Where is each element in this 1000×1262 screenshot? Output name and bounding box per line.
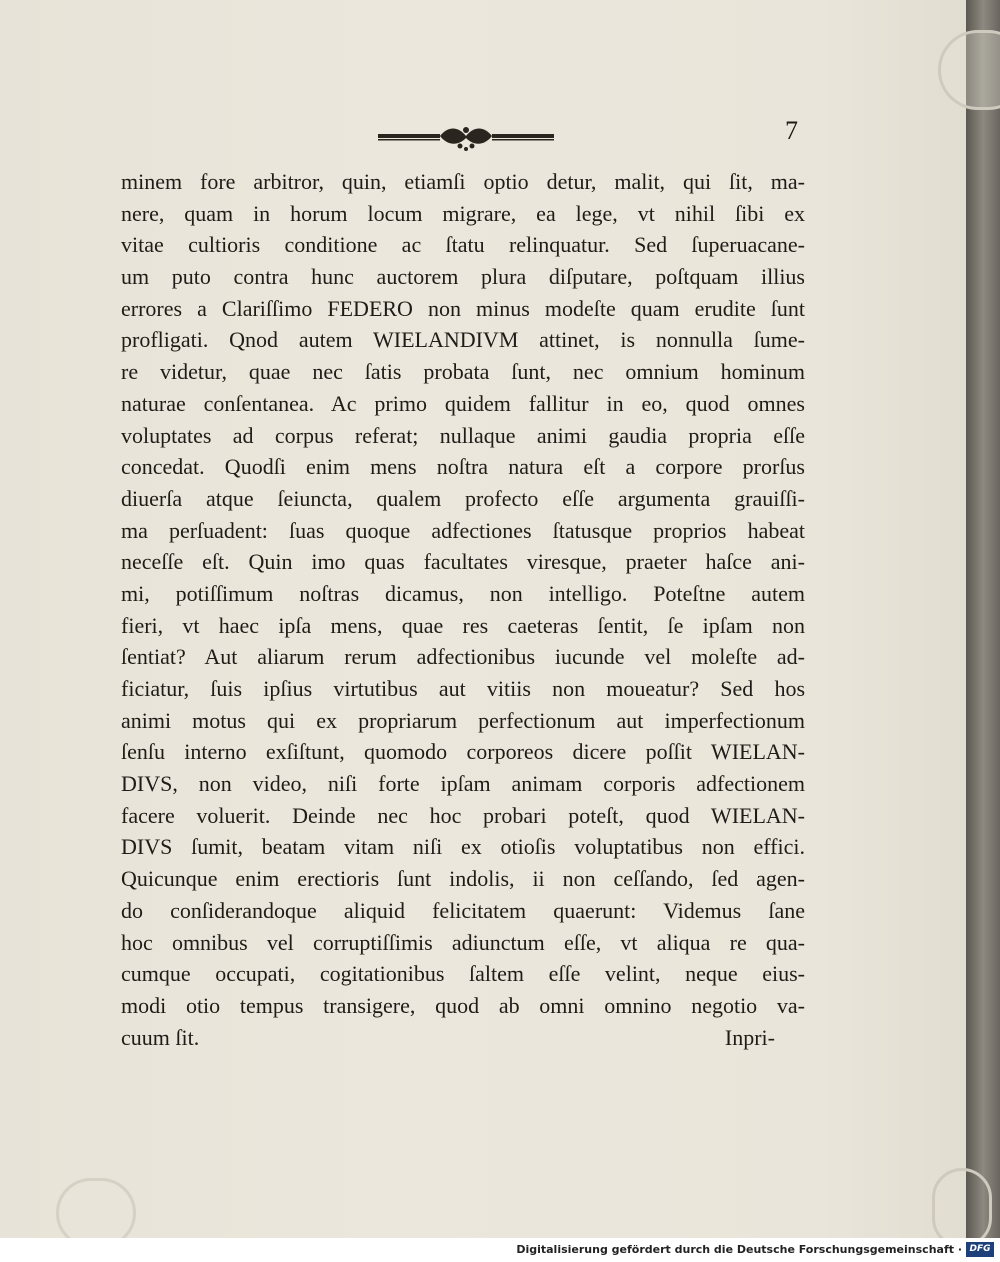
text-line-content: voluptates ad corpus referat; nullaque animi gaudia propria eſſe (121, 422, 805, 448)
text-line (121, 831, 805, 863)
text-line-content: ficiatur, ſuis ipſius virtutibus aut vitiis non moueatur? Sed hos (121, 676, 805, 701)
text-line (121, 261, 805, 293)
text-line (121, 990, 805, 1022)
text-line-content: do conſiderandoque aliquid felicitatem quaerunt: Videmus ſane (121, 897, 805, 923)
text-line (121, 420, 805, 452)
text-line (121, 324, 805, 356)
text-line (121, 673, 805, 705)
text-line-content: modi otio tempus transigere, quod ab omni omnino negotio va- (121, 992, 805, 1018)
dfg-logo: DFG (966, 1242, 994, 1257)
text-line-content: um puto contra hunc auctorem plura diſputare, poſtquam illius (121, 264, 805, 290)
text-line (121, 895, 805, 927)
text-line-content: animi motus qui ex propriarum perfectionum aut imperfectionum (121, 707, 805, 733)
text-line-content: fieri, vt haec ipſa mens, quae res caeteras ſentit, ſe ipſam non (121, 612, 805, 638)
text-line-content: cumque occupati, cogitationibus ſaltem eſſe velint, neque eius- (121, 961, 805, 987)
text-line-content: neceſſe eſt. Quin imo quas facultates viresque, praeter haſce ani- (121, 549, 805, 575)
catchword: Inpri- (724, 1024, 775, 1050)
text-line (121, 927, 805, 959)
footer (0, 1238, 1000, 1262)
text-line-content: errores a Clariſſimo FEDERO non minus modeſte quam erudite ſunt (121, 295, 805, 321)
text-line (121, 1022, 805, 1054)
text-line-content: ſenſu interno exſiſtunt, quomodo corporeos dicere poſſit WIELAN- (121, 739, 805, 765)
text-line-content: re videtur, quae nec ſatis probata ſunt, nec omnium hominum (121, 359, 805, 385)
text-line-content: vitae cultioris conditione ac ſtatu relinquatur. Sed ſuperuacane- (121, 232, 805, 258)
text-line-content: nere, quam in horum locum migrare, ea lege, vt nihil ſibi ex (121, 200, 805, 226)
text-line (121, 705, 805, 737)
text-line-content: mi, potiſſimum noſtras dicamus, non intelligo. Poteſtne autem (121, 580, 805, 606)
text-line-content: hoc omnibus vel corruptiſſimis adiunctum eſſe, vt aliqua re qua- (121, 929, 805, 955)
text-line-content: diuerſa atque ſeiuncta, qualem profecto eſſe argumenta grauiſſi- (121, 485, 805, 511)
text-line-content: facere voluerit. Deinde nec hoc probari poteſt, quod WIELAN- (121, 802, 805, 828)
scan-edge (966, 0, 1000, 1238)
text-line (121, 800, 805, 832)
text-line-content: DIVS, non video, niſi forte ipſam animam corporis adfectionem (121, 771, 805, 797)
text-line-content: Quicunque enim erectioris ſunt indolis, ii non ceſſando, ſed agen- (121, 866, 805, 892)
text-line-content: ma perſuadent: ſuas quoque adfectiones ſtatusque proprios habeat (121, 517, 805, 543)
text-line (121, 483, 805, 515)
text-line (121, 578, 805, 610)
text-line (121, 641, 805, 673)
text-line-content: minem fore arbitror, quin, etiamſi optio detur, malit, qui ſit, ma- (121, 169, 805, 194)
clip-mark-bottom-right (932, 1168, 992, 1248)
text-line (121, 293, 805, 325)
text-line-content: ſentiat? Aut aliarum rerum adfectionibus iucunde vel moleſte ad- (121, 644, 805, 670)
text-line (121, 515, 805, 547)
text-line (121, 166, 805, 198)
text-line-content: DIVS ſumit, beatam vitam niſi ex otioſis voluptatibus non effici. (121, 834, 805, 860)
text-line (121, 546, 805, 578)
header-ornament (378, 120, 554, 154)
text-line-content: concedat. Quodſi enim mens noſtra natura eſt a corpore prorſus (121, 454, 805, 480)
text-line (121, 451, 805, 483)
page-number: 7 (785, 116, 798, 145)
text-line (121, 229, 805, 261)
text-line-content: profligati. Qnod autem WIELANDIVM attinet, is nonnulla ſume- (121, 327, 805, 353)
text-line (121, 958, 805, 990)
text-line (121, 768, 805, 800)
text-line-content: naturae conſentanea. Ac primo quidem fallitur in eo, quod omnes (121, 390, 805, 416)
text-line (121, 198, 805, 230)
text-line-content: cuum ſit. (121, 1024, 200, 1050)
text-line (121, 863, 805, 895)
funding-credit: Digitalisierung gefördert durch die Deutsche Forschungsgemeinschaft · (516, 1243, 962, 1256)
text-line (121, 610, 805, 642)
text-line (121, 356, 805, 388)
text-line (121, 388, 805, 420)
body-text (121, 166, 805, 1053)
text-line (121, 736, 805, 768)
